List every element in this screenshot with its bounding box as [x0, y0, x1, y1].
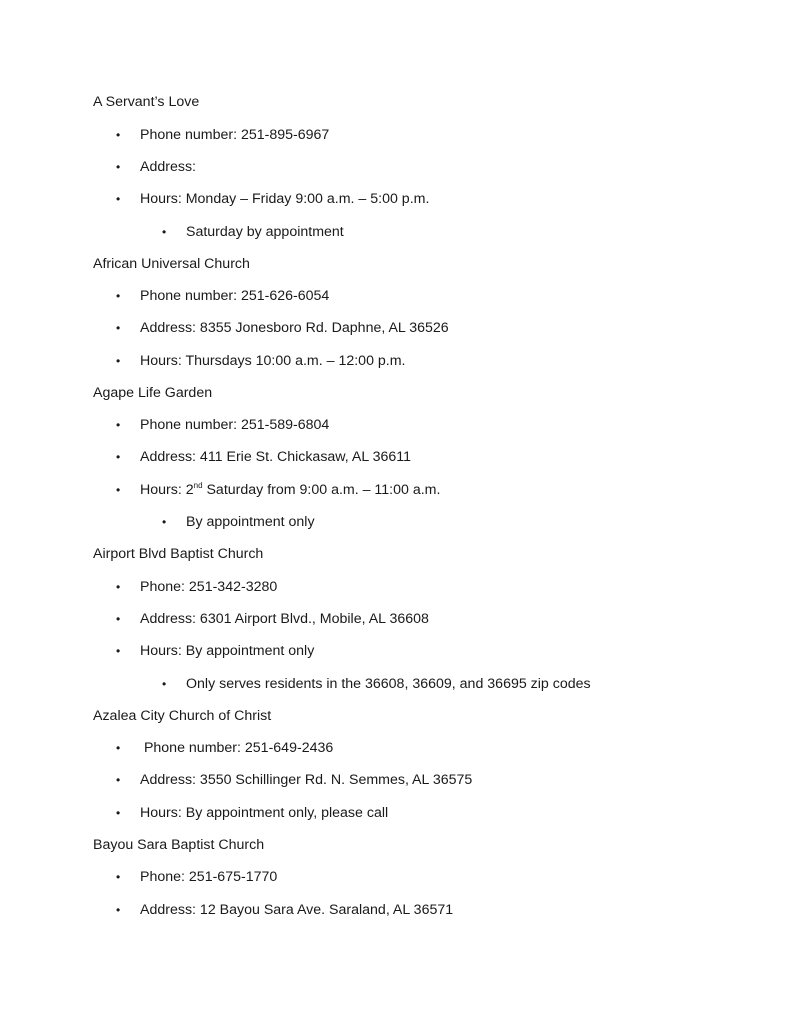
bullet-icon: • — [162, 225, 167, 239]
address-text: Address: 8355 Jonesboro Rd. Daphne, AL 36526 — [140, 320, 449, 336]
address-text: Address: 411 Erie St. Chickasaw, AL 36611 — [140, 449, 412, 465]
list-item — [116, 284, 329, 308]
list-item — [116, 155, 196, 179]
entry-heading: Bayou Sara Baptist Church — [93, 837, 265, 853]
phone-text: Phone number: 251-649-2436 — [140, 740, 334, 756]
bullet-icon: • — [116, 418, 121, 432]
phone-text: Phone: 251-675-1770 — [140, 869, 278, 885]
bullet-icon: • — [162, 515, 167, 529]
hours-text — [140, 482, 440, 498]
phone-text: Phone number: 251-895-6967 — [140, 127, 330, 143]
list-item — [116, 768, 472, 792]
bullet-icon: • — [116, 354, 121, 368]
address-text: Address: — [140, 159, 196, 175]
bullet-icon: • — [116, 903, 121, 917]
sub-list-item — [162, 672, 591, 696]
bullet-icon: • — [116, 289, 121, 303]
list-item — [116, 478, 440, 502]
hours-prefix: Hours: 2 — [140, 482, 194, 498]
note-text: By appointment only — [186, 514, 315, 530]
bullet-icon: • — [116, 806, 121, 820]
list-item — [116, 413, 329, 437]
entry-heading: Airport Blvd Baptist Church — [93, 546, 264, 562]
hours-text: Hours: Monday – Friday 9:00 a.m. – 5:00 p.m. — [140, 191, 430, 207]
bullet-icon: • — [116, 580, 121, 594]
address-text: Address: 3550 Schillinger Rd. N. Semmes, AL 36575 — [140, 772, 473, 788]
bullet-icon: • — [116, 612, 121, 626]
address-text: Address: 6301 Airport Blvd., Mobile, AL 36608 — [140, 611, 429, 627]
list-item — [116, 349, 406, 373]
bullet-icon: • — [116, 128, 121, 142]
entry-heading: Azalea City Church of Christ — [93, 708, 272, 724]
list-item — [116, 639, 314, 663]
note-text: Only serves residents in the 36608, 36609, and 36695 zip codes — [186, 676, 591, 692]
bullet-icon: • — [116, 644, 121, 658]
bullet-icon: • — [116, 321, 121, 335]
entry-heading: Agape Life Garden — [93, 385, 213, 401]
bullet-icon: • — [116, 450, 121, 464]
list-item — [116, 187, 429, 211]
bullet-icon: • — [116, 773, 121, 787]
list-item — [116, 865, 277, 889]
sub-list-item — [162, 510, 315, 534]
note-text: Saturday by appointment — [186, 224, 344, 240]
entry-heading: African Universal Church — [93, 256, 250, 272]
hours-text: Hours: Thursdays 10:00 a.m. – 12:00 p.m. — [140, 353, 406, 369]
bullet-icon: • — [162, 677, 167, 691]
list-item — [116, 445, 411, 469]
phone-text: Phone: 251-342-3280 — [140, 579, 278, 595]
bullet-icon: • — [116, 483, 121, 497]
phone-text: Phone number: 251-589-6804 — [140, 417, 330, 433]
list-item — [116, 123, 329, 147]
sub-list-item — [162, 220, 344, 244]
entry-heading: A Servant’s Love — [93, 94, 200, 110]
list-item — [116, 575, 277, 599]
ordinal-suffix: nd — [193, 481, 203, 490]
list-item — [116, 801, 388, 825]
bullet-icon: • — [116, 160, 121, 174]
list-item — [116, 736, 333, 760]
phone-text: Phone number: 251-626-6054 — [140, 288, 330, 304]
bullet-icon: • — [116, 192, 121, 206]
hours-text: Hours: By appointment only — [140, 643, 315, 659]
list-item — [116, 898, 453, 922]
bullet-icon: • — [116, 741, 121, 755]
list-item — [116, 607, 429, 631]
address-text: Address: 12 Bayou Sara Ave. Saraland, AL 36571 — [140, 902, 454, 918]
list-item — [116, 316, 449, 340]
hours-suffix: Saturday from 9:00 a.m. – 11:00 a.m. — [202, 482, 441, 498]
bullet-icon: • — [116, 870, 121, 884]
hours-text: Hours: By appointment only, please call — [140, 805, 389, 821]
